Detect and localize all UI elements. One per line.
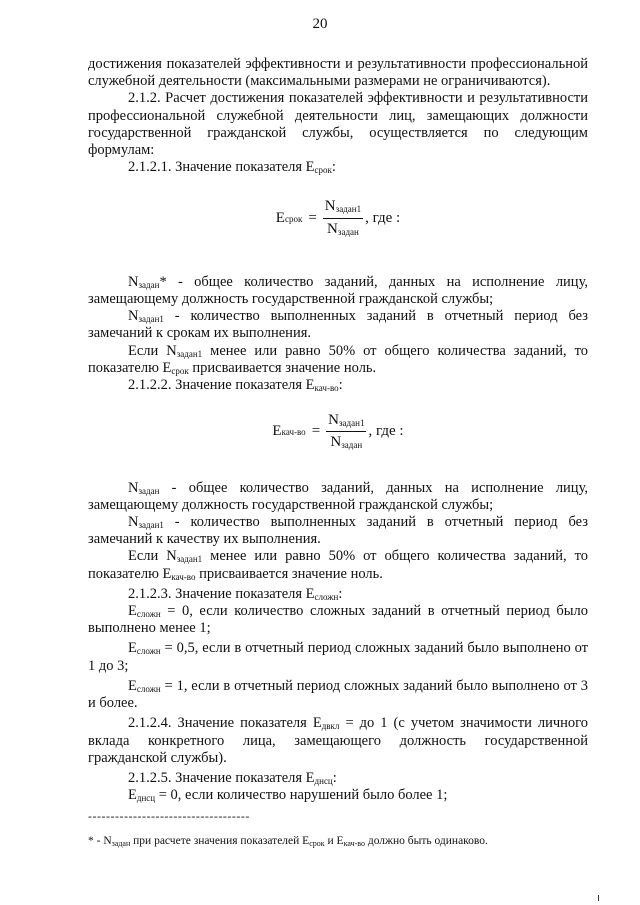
subscript: задан1 bbox=[138, 520, 164, 531]
condition-zero-kachvo: Если $N_{задан1}$ менее или равно 50% от общего количества заданий, то показателю $Е_{кач-во}$ присваивается значение ноль. bbox=[88, 548, 589, 582]
footnote-separator: ------------------------------------ bbox=[88, 810, 250, 823]
definition-text: - общее количество заданий, данных на исполнение лицу, замещающему должность государственной гражданской службы; bbox=[88, 479, 588, 513]
section-2-1-2-3-heading bbox=[88, 586, 588, 603]
subscript: задан bbox=[111, 839, 131, 849]
heading-text: 2.1.2.1. Значение показателя Е bbox=[128, 159, 315, 176]
subscript: сложн bbox=[314, 591, 339, 602]
subscript: задан1 bbox=[176, 348, 203, 359]
condition-zero-srok: Если $N_{задан1}$ менее или равно 50% от общего количества заданий, то показателю $Е_{срок}$ присваивается значение ноль. bbox=[88, 342, 589, 376]
subscript: сложн bbox=[136, 683, 161, 694]
heading-colon: : bbox=[332, 769, 337, 786]
subscript: днсц bbox=[314, 775, 333, 786]
subscript: двкл bbox=[321, 721, 340, 732]
formula-e-kachvo bbox=[88, 412, 588, 451]
subscript: срок bbox=[314, 165, 332, 176]
equals-sign: = bbox=[308, 209, 317, 226]
paragraph-text: достижения показателей эффективности и результативности профессиональной служебной деятельности (максимальными размерами не ограничиваются). bbox=[88, 56, 588, 90]
formula-tail: , где : bbox=[368, 423, 404, 440]
subscript: кач-во bbox=[314, 383, 339, 394]
subscript: сложн bbox=[136, 609, 161, 620]
subscript: сложн bbox=[136, 646, 161, 657]
formula-lhs: Е кач-во bbox=[272, 423, 306, 440]
formula-tail: , где : bbox=[365, 209, 401, 226]
heading-text: 2.1.2.2. Значение показателя Е bbox=[128, 377, 315, 394]
definition-n-zadan1: $N_{задан1}$ - количество выполненных заданий в отчетный период без замечаний к срокам их выполнения. bbox=[88, 308, 588, 342]
heading-text: 2.1.2.3. Значение показателя Е bbox=[128, 585, 315, 602]
heading-colon: : bbox=[331, 159, 336, 176]
rule-e-dnsc-0: $Е_{днсц} = 0$, если количество нарушений было более 1; bbox=[128, 787, 448, 804]
subscript: срок bbox=[309, 839, 325, 849]
subscript: днсц bbox=[136, 793, 156, 804]
subscript: задан bbox=[138, 485, 160, 496]
subscript: задан1 bbox=[335, 204, 362, 215]
fraction-denominator: $N_{задан}$ bbox=[330, 434, 363, 451]
fraction-numerator: $N_{задан1}$ bbox=[326, 412, 366, 432]
definition-n-zadan: $N_{задан}$ - общее количество заданий, данных на исполнение лицу, замещающему должность государственной гражданской службы; bbox=[88, 479, 588, 513]
fraction bbox=[323, 198, 363, 237]
subscript: срок bbox=[171, 365, 189, 376]
paragraph-text: 2.1.2. Расчет достижения показателей эффективности и результативности профессиональной служебной деятельности лиц, замещающих должности государственной гражданской службы, осуществляется по следующим формулам: bbox=[88, 90, 588, 159]
subscript: кач-во bbox=[343, 839, 365, 849]
subscript: задан bbox=[341, 440, 363, 451]
definition-text: - количество выполненных заданий в отчетный период без замечаний к качеству их выполнения. bbox=[88, 514, 588, 548]
definition-text: * - общее количество заданий, данных на исполнение лицу, замещающему должность государственной гражданской службы; bbox=[88, 273, 588, 308]
section-2-1-2-5-heading bbox=[88, 770, 588, 787]
fraction bbox=[326, 412, 366, 451]
rule-e-slozhn-05: $Е_{сложн} = 0,5$, если в отчетный период сложных заданий было выполнено от 1 до 3; bbox=[88, 640, 588, 674]
subscript: задан bbox=[337, 226, 359, 237]
paragraph-continuation bbox=[88, 56, 588, 90]
footnote: * - $N_{задан}$ при расчете значения показателей $Е_{срок}$ и $Е_{кач-во}$ должно быть одинаково. bbox=[88, 835, 488, 849]
section-2-1-2-1-heading bbox=[88, 159, 588, 176]
subscript: задан bbox=[138, 279, 160, 290]
definition-text: - количество выполненных заданий в отчетный период без замечаний к срокам их выполнения. bbox=[88, 308, 588, 342]
rule-e-slozhn-1: $Е_{сложн} = 1$, если в отчетный период сложных заданий было выполнено от 3 и более. bbox=[88, 677, 588, 712]
definition-n-zadan1: $N_{задан1}$ - количество выполненных заданий в отчетный период без замечаний к качеству их выполнения. bbox=[88, 514, 588, 548]
subscript: задан1 bbox=[176, 554, 203, 565]
subscript: задан1 bbox=[339, 418, 365, 429]
subscript: кач-во bbox=[171, 571, 196, 582]
formula-e-srok bbox=[88, 198, 588, 237]
scan-edge-mark bbox=[598, 895, 599, 901]
fraction-numerator: $N_{задан1}$ bbox=[323, 198, 363, 218]
subscript: задан1 bbox=[138, 314, 164, 325]
heading-text: 2.1.2.5. Значение показателя Е bbox=[128, 769, 315, 786]
section-2-1-2 bbox=[88, 90, 588, 159]
rule-e-slozhn-0: $Е_{сложн} = 0$, если количество сложных заданий в отчетный период было выполнено менее 1; bbox=[88, 603, 588, 637]
section-2-1-2-4: 2.1.2.4. Значение показателя $Е_{двкл}$ = до 1 (с учетом значимости личного вклада конкретного лица, замещающего должность государственной гражданской службы). bbox=[88, 715, 588, 766]
fraction-denominator: $N_{задан}$ bbox=[327, 220, 359, 237]
document-body bbox=[88, 56, 588, 848]
heading-colon: : bbox=[338, 377, 343, 394]
formula-lhs: Е срок bbox=[275, 209, 303, 226]
definition-n-zadan: $N_{задан}*$ - общее количество заданий, данных на исполнение лицу, замещающему должность государственной гражданской службы; bbox=[88, 273, 588, 308]
page-number: 20 bbox=[312, 16, 328, 32]
equals-sign: = bbox=[311, 423, 321, 440]
heading-colon: : bbox=[338, 585, 343, 602]
section-2-1-2-2-heading bbox=[88, 377, 588, 394]
